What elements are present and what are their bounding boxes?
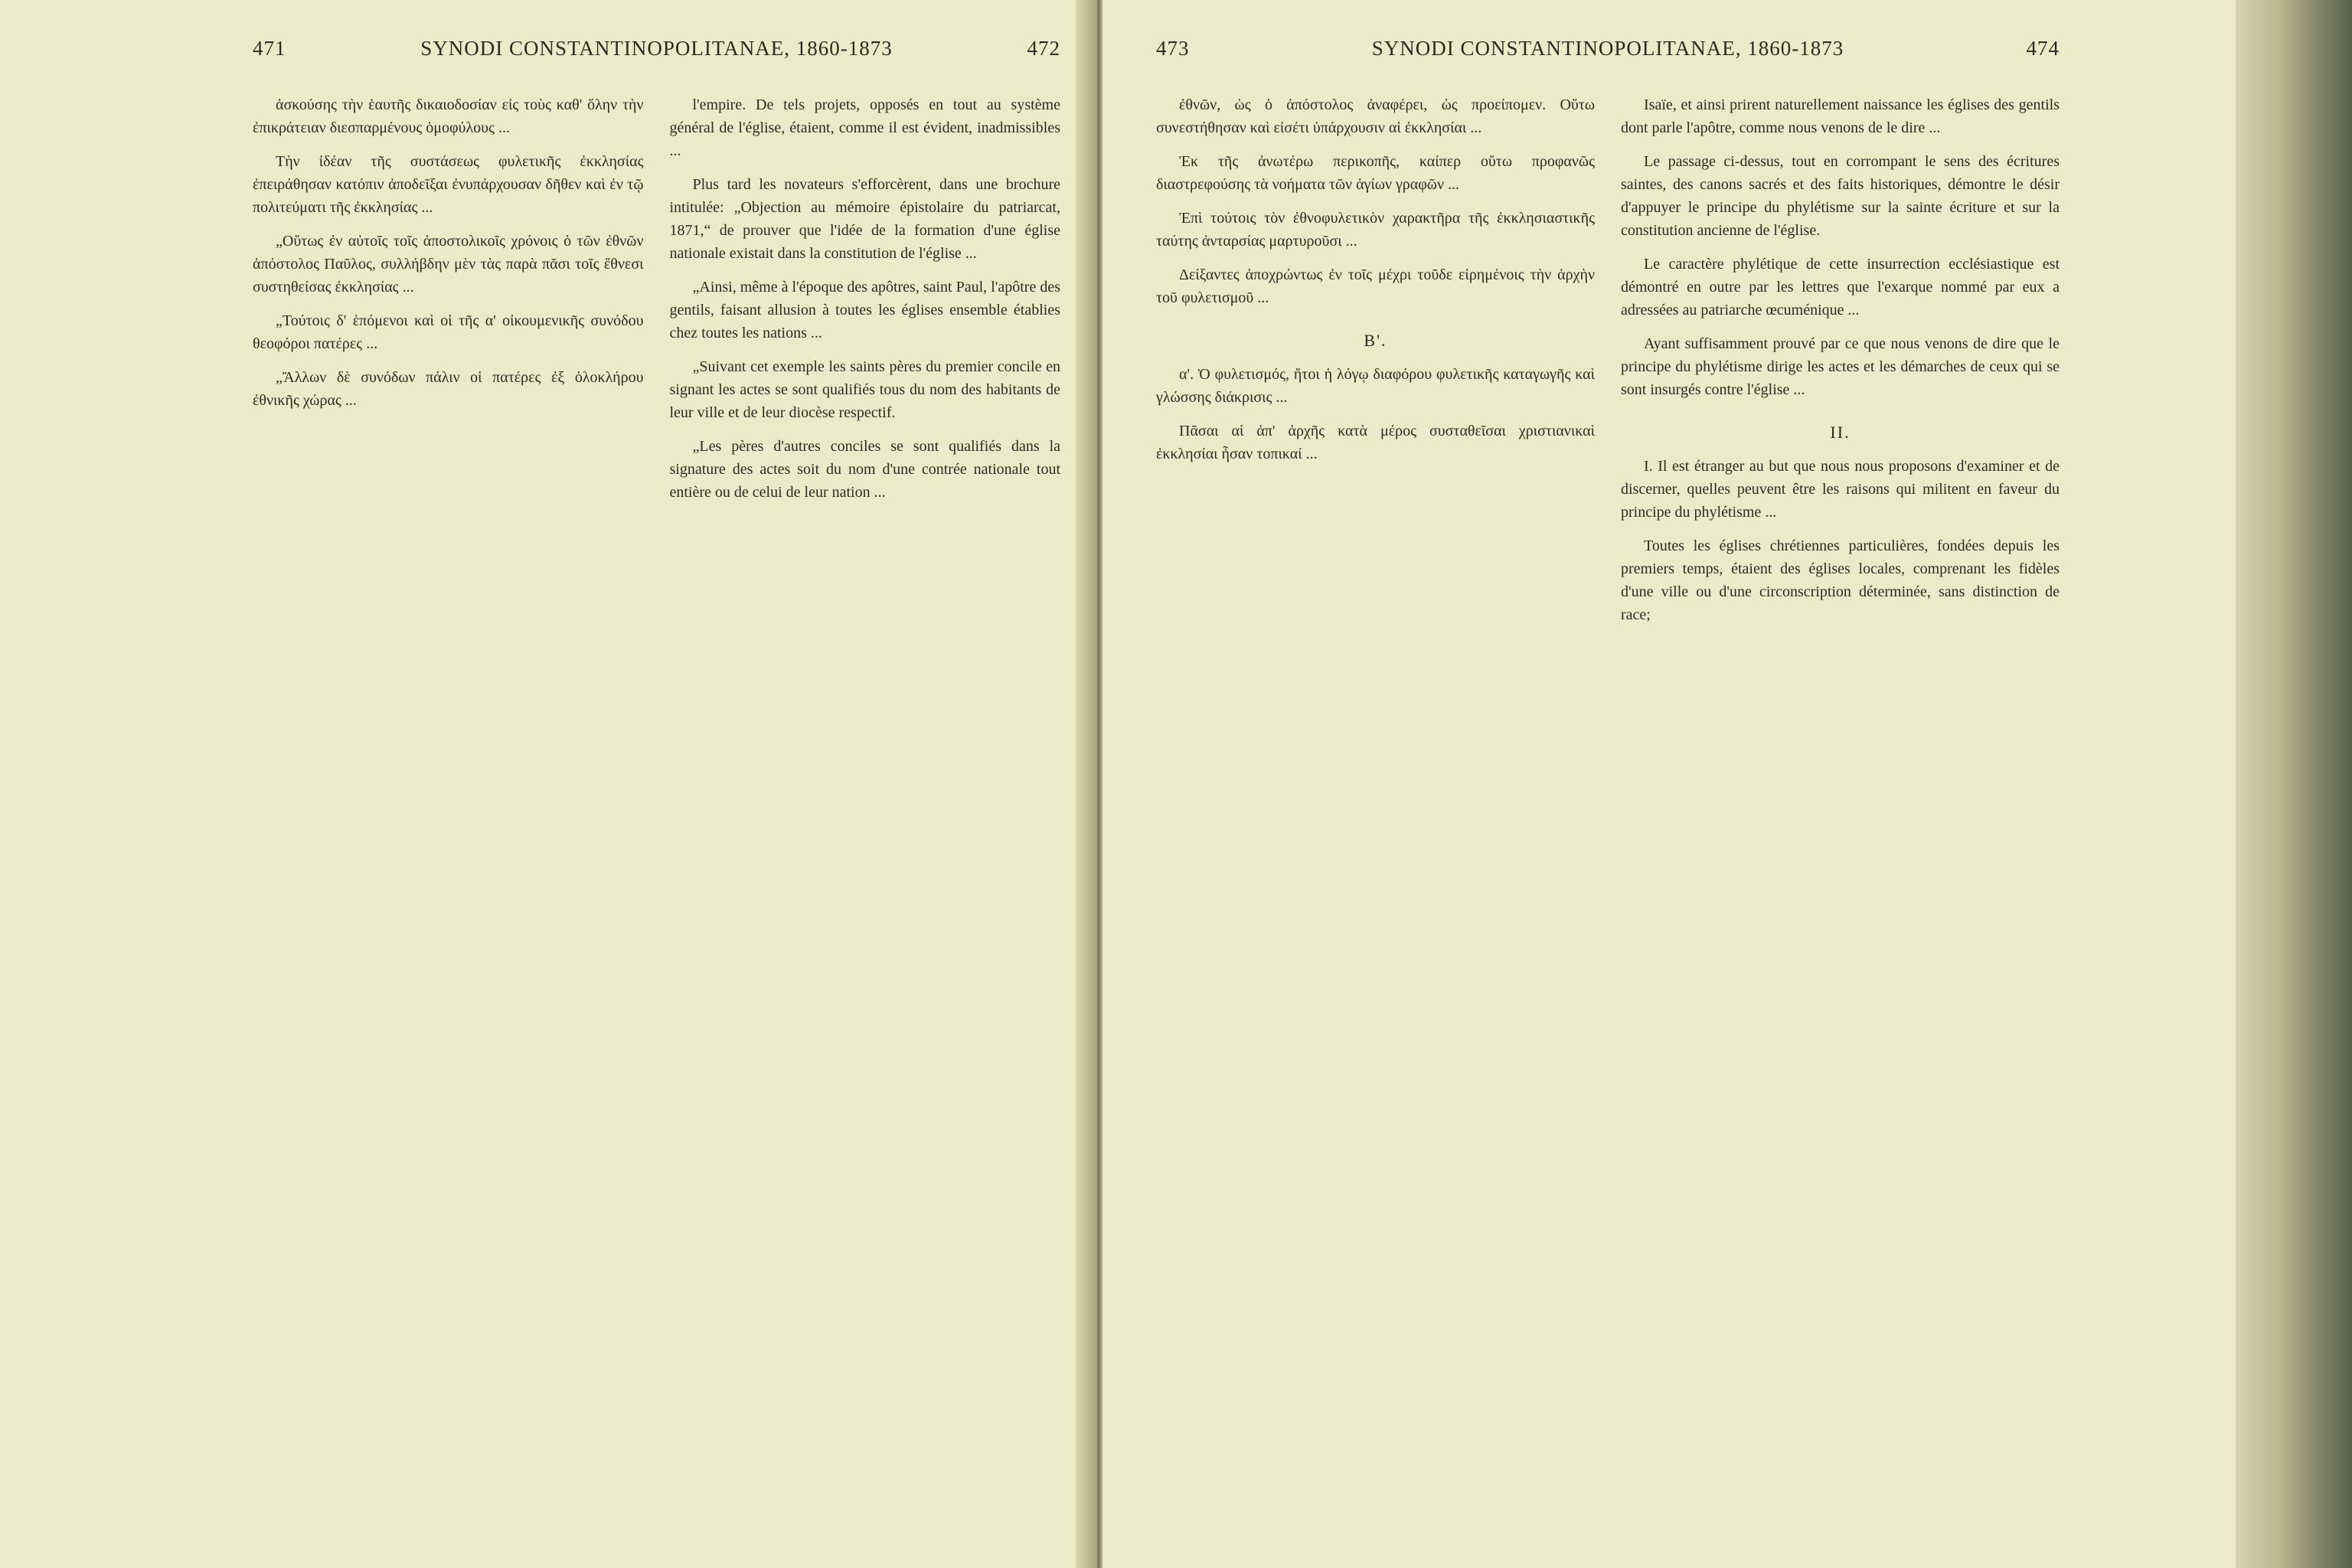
greek-column [253, 93, 644, 514]
paragraph: Ayant suffisamment prouvé par ce que nous venons de dire que le principe du phylétisme dirige les actes et les démarches de ceux qui se sont insurgés contre l'église ... [1621, 335, 2060, 398]
page-number: 473 [1156, 37, 1190, 60]
page-number: 474 [2026, 37, 2060, 60]
running-head [1156, 37, 2060, 67]
left-page [0, 0, 1091, 1568]
page-edges-right [2236, 0, 2352, 1568]
text-columns [1156, 93, 2060, 637]
paragraph: Πᾶσαι αἱ ἀπ' ἀρχῆς κατὰ μέρος συσταθεῖσαι χριστιανικαὶ ἐκκλησίαι ἦσαν τοπικαί ... [1156, 423, 1595, 462]
right-page [1102, 0, 2236, 1568]
french-column [670, 93, 1061, 514]
paragraph: l'empire. De tels projets, opposés en tout au système général de l'église, étaient, comme il est évident, inadmissibles ... [669, 96, 1060, 159]
paragraph: „Ainsi, même à l'époque des apôtres, saint Paul, l'apôtre des gentils, faisant allusion à toutes les églises ensemble établies chez toutes les nations ... [669, 279, 1060, 341]
greek-column [1156, 93, 1595, 637]
paragraph: ἀσκούσης τὴν ἑαυτῆς δικαιοδοσίαν εἰς τοὺς καθ' ὅλην τὴν ἐπικράτειαν διεσπαρμένους ὁμοφύλους ... [253, 96, 644, 136]
page-number: 471 [253, 37, 286, 60]
french-column [1621, 93, 2060, 637]
paragraph: „Les pères d'autres conciles se sont qualifiés dans la signature des actes soit du nom d'une contrée nationale tout entière ou de celui de leur nation ... [669, 438, 1060, 501]
running-head-title: SYNODI CONSTANTINOPOLITANAE, 1860-1873 [1371, 37, 1844, 60]
paragraph: Isaïe, et ainsi prirent naturellement naissance les églises des gentils dont parle l'apôtre, comme nous venons de le dire ... [1621, 96, 2060, 136]
paragraph: ἐθνῶν, ὡς ὁ ἀπόστολος ἀναφέρει, ὡς προείπομεν. Οὕτω συνεστήθησαν καὶ εἰσέτι ὑπάρχουσιν αἱ ἐκκλησίαι ... [1156, 96, 1595, 136]
paragraph: Le passage ci-dessus, tout en corrompant le sens des écritures saintes, des canons sacrés et des faits historiques, démontre le désir d'appuyer le principe du phylétisme sur la sainte écriture et sur la constitution ancienne de l'église. [1621, 153, 2060, 239]
paragraph: α'. Ὁ φυλετισμός, ἤτοι ἡ λόγῳ διαφόρου φυλετικῆς καταγωγῆς καὶ γλώσσης διάκρισις ... [1156, 366, 1595, 406]
running-head [253, 37, 1060, 67]
page-number: 472 [1027, 37, 1060, 60]
paragraph: „Οὕτως ἐν αὐτοῖς τοῖς ἀποστολικοῖς χρόνοις ὁ τῶν ἐθνῶν ἀπόστολος Παῦλος, συλλήβδην μὲν τὰς παρὰ πᾶσι τοῖς ἔθνεσι συστηθείσας ἐκκλησίας ... [253, 233, 644, 296]
paragraph: Δείξαντες ἀποχρώντως ἐν τοῖς μέχρι τοῦδε εἰρημένοις τὴν ἀρχὴν τοῦ φυλετισμοῦ ... [1156, 266, 1595, 306]
paragraph: Τὴν ἰδέαν τῆς συστάσεως φυλετικῆς ἐκκλησίας ἐπειράθησαν κατόπιν ἀποδεῖξαι ἐνυπάρχουσαν δῆθεν καὶ ἐν τῷ πολιτεύματι τῆς ἐκκλησίας ... [253, 153, 644, 216]
paragraph: Ἐπὶ τούτοις τὸν ἐθνοφυλετικὸν χαρακτῆρα τῆς ἐκκλησιαστικῆς ταύτης ἀνταρσίας μαρτυροῦσι ... [1156, 210, 1595, 250]
paragraph: „Ἄλλων δὲ συνόδων πάλιν οἱ πατέρες ἐξ ὁλοκλήρου ἐθνικῆς χώρας ... [253, 369, 644, 409]
running-head-title: SYNODI CONSTANTINOPOLITANAE, 1860-1873 [420, 37, 893, 60]
text-columns [253, 93, 1060, 514]
section-heading: II. [1830, 423, 1851, 442]
section-heading: Β'. [1364, 331, 1387, 350]
paragraph: „Τούτοις δ' ἑπόμενοι καὶ οἱ τῆς α' οἰκουμενικῆς συνόδου θεοφόροι πατέρες ... [253, 312, 644, 352]
paragraph: Ἐκ τῆς ἀνωτέρω περικοπῆς, καίπερ οὕτω προφανῶς διαστρεφούσης τὰ νοήματα τῶν ἁγίων γραφῶν ... [1156, 153, 1595, 193]
paragraph: Toutes les églises chrétiennes particulières, fondées depuis les premiers temps, étaient des églises locales, comprenant les fidèles d'une ville ou d'une circonscription déterminée, sans distinction de race; [1621, 537, 2060, 623]
paragraph: „Suivant cet exemple les saints pères du premier concile en signant les actes se sont qualifiés tous du nom des habitants de leur ville et de leur diocèse respectif. [669, 358, 1060, 421]
paragraph: I. Il est étranger au but que nous nous proposons d'examiner et de discerner, quelles peuvent être les raisons qui militent en faveur du principe du phylétisme ... [1621, 458, 2060, 521]
paragraph: Le caractère phylétique de cette insurrection ecclésiastique est démontré en outre par les lettres que l'exarque nommé par eux a adressées au patriarche œcuménique ... [1621, 256, 2060, 318]
paragraph: Plus tard les novateurs s'efforcèrent, dans une brochure intitulée: „Objection au mémoire épistolaire du patriarcat, 1871,“ de prouver que l'idée de la formation d'une église nationale existait dans la constitution de l'église ... [669, 176, 1060, 262]
